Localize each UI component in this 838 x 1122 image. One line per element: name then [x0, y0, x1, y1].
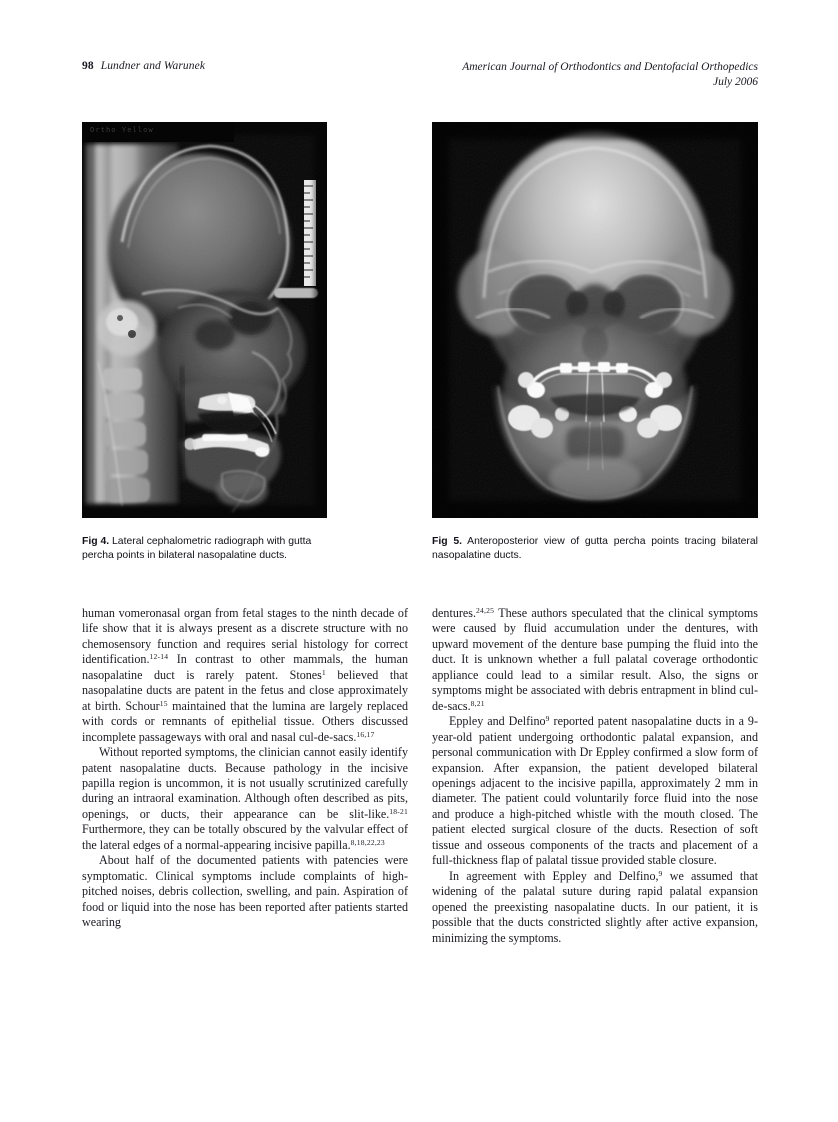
- text-run: Furthermore, they can be totally obscured by the valvular effect of the lateral edges of a normal-appearing incisive papilla.: [82, 822, 408, 852]
- radiograph-overlay-text: Ortho Yellow: [90, 126, 154, 134]
- text-run: In contrast to other mammals, the human nasopalatine duct is rarely patent. Stones: [82, 652, 408, 682]
- figure-4: [82, 122, 327, 562]
- figure-4-label: Fig 4.: [82, 536, 110, 547]
- running-head-right: [462, 60, 758, 90]
- reference-superscript: 12-14: [149, 652, 169, 662]
- anteroposterior-skull-radiograph: [432, 122, 758, 518]
- figure-4-caption-text: Lateral cephalometric radiograph with gutta percha points in bilateral nasopalatine ducts.: [82, 536, 312, 561]
- text-run: human vomeronasal organ from fetal stages to the ninth decade of life show that it is always present as a discrete structure with no chemosensory function and requires serial histology for correct identification.: [82, 606, 408, 667]
- lateral-cephalometric-radiograph: [82, 122, 327, 518]
- text-run: Eppley and Delfino: [449, 714, 546, 729]
- figure-4-caption: [82, 535, 327, 562]
- journal-title: American Journal of Orthodontics and Dentofacial Orthopedics: [462, 61, 758, 73]
- paragraph: [432, 869, 758, 946]
- text-run: These authors speculated that the clinical symptoms were caused by fluid accumulation under the dentures, with upward movement of the denture base pumping the fluid into the duct. It is unknown whether a full palatal coverage orthodontic appliance could lead to a similar result. Also, the signs or symptoms might be associated with debris entrapment in blind cul-de-sacs.: [432, 606, 758, 713]
- page-number: 98: [82, 60, 94, 72]
- figure-5-image: [432, 122, 758, 518]
- body-column-right: [432, 606, 758, 946]
- figure-5-label: Fig 5.: [432, 536, 462, 547]
- figure-5-caption-text: Anteroposterior view of gutta percha points tracing bilateral nasopalatine ducts.: [432, 536, 758, 561]
- reference-superscript: 18-21: [389, 806, 408, 816]
- reference-superscript: 16,17: [356, 729, 375, 739]
- text-run: dentures.: [432, 606, 476, 620]
- reference-superscript: 8,18,22,23: [350, 837, 385, 847]
- text-run: believed that nasopalatine ducts are patent in the fetus and close approximately at birth. Schour: [82, 667, 408, 713]
- text-run: In agreement with Eppley and Delfino,: [449, 868, 659, 883]
- reference-superscript: 1: [321, 667, 326, 677]
- reference-superscript: 8,21: [470, 698, 485, 708]
- figure-5: [432, 122, 758, 562]
- figure-4-image: [82, 122, 327, 518]
- reference-superscript: 9: [545, 714, 550, 724]
- figure-5-caption: [432, 535, 758, 562]
- text-run: reported patent nasopalatine ducts in a 9-year-old patient undergoing orthodontic palatal expansion, and personal communication with Dr Eppley confirmed a slow form of expansion. After expansion, the patient developed bilateral openings adjacent to the incisive papilla, approximately 2 mm in diameter. The patient could voluntarily force fluid into the nose and produce a high-pitched whistle with the mouth closed. The patient elected surgical closure of the ducts. Resection of soft tissue and osseous components of the tracts and placement of a full-thickness flap of palatal tissue provided stable closure.: [432, 714, 758, 868]
- paragraph: [82, 853, 408, 930]
- running-head: [82, 60, 758, 104]
- issue-date: July 2006: [712, 76, 758, 88]
- paragraph: [432, 606, 758, 714]
- running-head-authors: Lundner and Warunek: [100, 60, 206, 72]
- text-run: maintained that the lumina are largely replaced with cords or remnants of epithelial tissue. Others discussed incomplete passageways with oral and nasal cul-de-sacs.: [82, 698, 409, 744]
- reference-superscript: 15: [159, 698, 168, 708]
- body-column-left: [82, 606, 408, 931]
- paragraph: [82, 606, 408, 745]
- paragraph: [82, 745, 408, 853]
- paragraph: [432, 714, 758, 869]
- running-head-left: [82, 60, 205, 72]
- reference-superscript: 9: [658, 868, 663, 878]
- text-run: About half of the documented patients with patencies were symptomatic. Clinical symptoms include complaints of high-pitched noises, debris collection, swelling, and pain. Aspiration of food or liquid into the nose has been reported after patients started wearing: [82, 853, 408, 930]
- reference-superscript: 24,25: [476, 606, 495, 616]
- text-run: Without reported symptoms, the clinician cannot easily identify patent nasopalatine ducts. Because pathology in the incisive papilla region is uncommon, it is not usually scrutinized carefully during an intraoral examination. Although often described as pits, openings, or ducts, their appearance can be slit-like.: [82, 745, 408, 821]
- text-run: we assumed that widening of the palatal suture during rapid palatal expansion opened the preexisting nasopalatine ducts. In our patient, it is possible that the ducts constricted slightly after active expansion, minimizing the symptoms.: [432, 868, 758, 945]
